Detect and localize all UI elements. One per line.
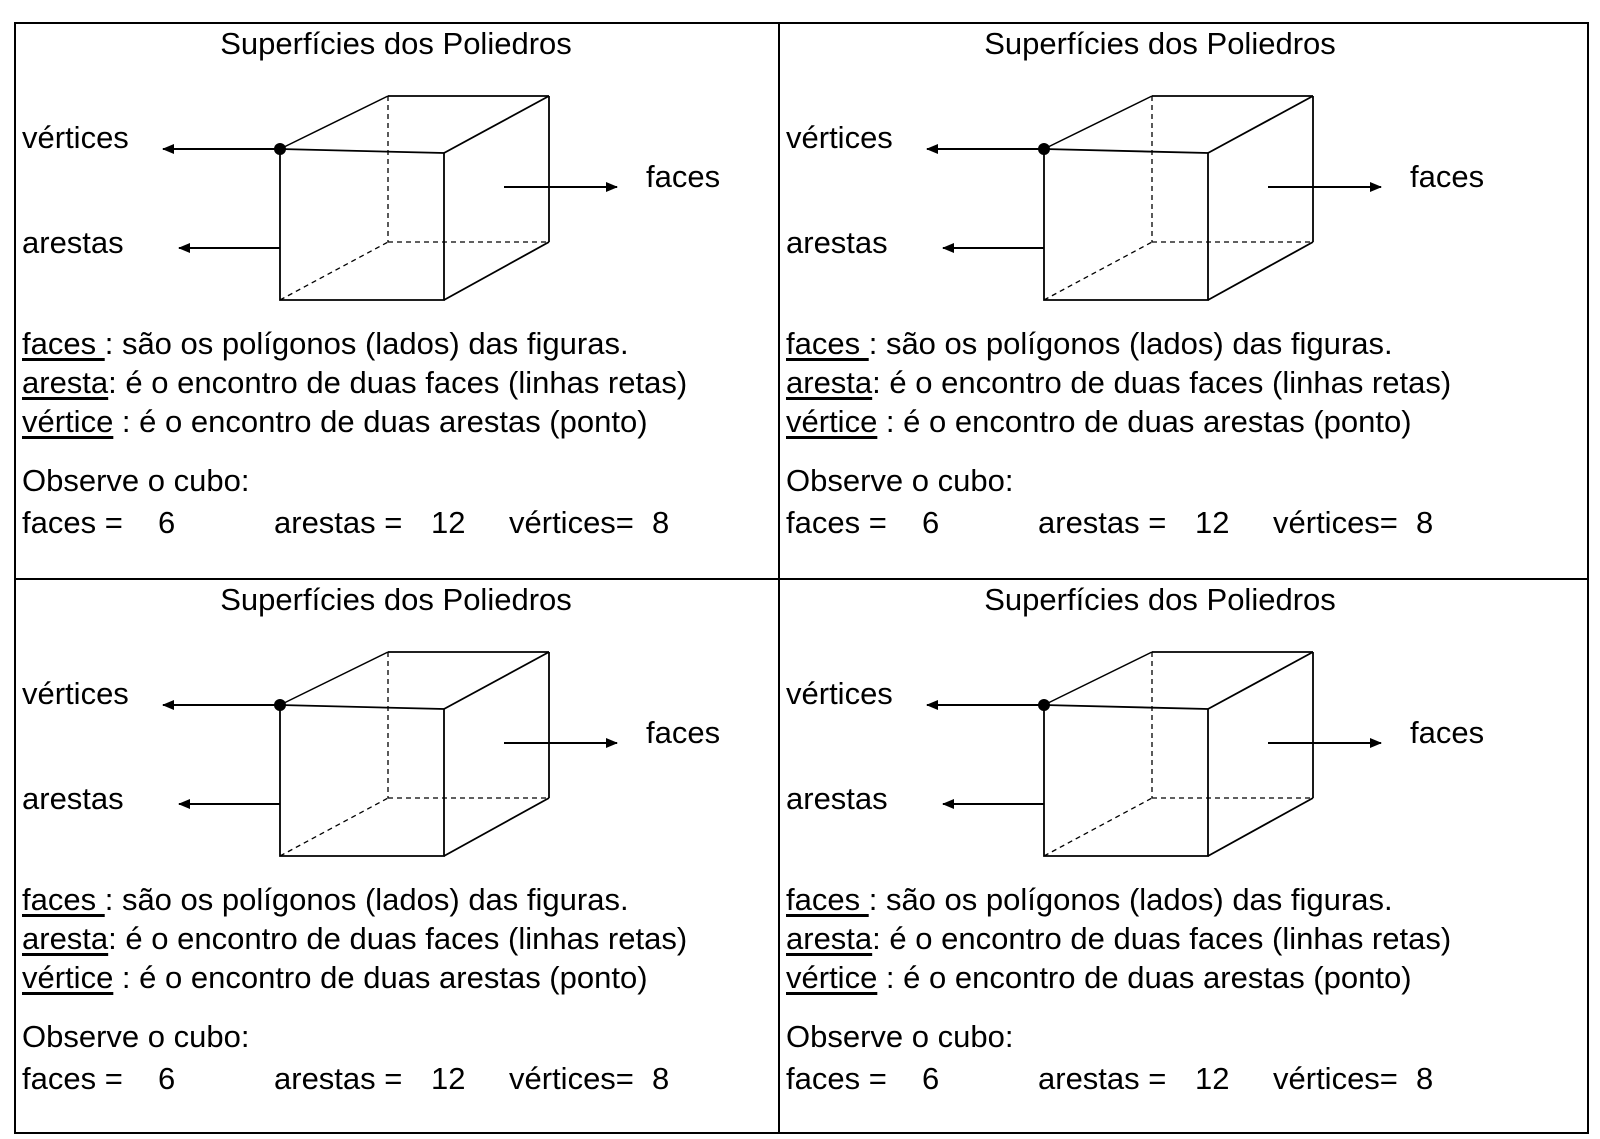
definitions [22,880,687,997]
vertices-count-value: 8 [1416,505,1434,540]
label-faces: faces [646,159,721,194]
hidden-edge [1044,798,1152,856]
cube-figure [1044,96,1313,300]
front-face [1044,705,1208,856]
top-edge [444,96,549,153]
term-faces: faces [786,326,869,361]
label-vertices: vértices [22,120,129,155]
card-title: Superfícies dos Poliedros [220,26,572,61]
term-aresta: aresta [786,365,873,400]
hidden-edge [280,798,388,856]
term-vertice: vértice [22,404,114,439]
top-edge [1044,96,1152,149]
front-face [280,149,444,300]
faces-count-value: 6 [922,1061,940,1096]
definition-aresta: : é o encontro de duas faces (linhas retas) [108,365,688,400]
label-faces: faces [1410,715,1485,750]
term-vertice: vértice [22,960,114,995]
card-title: Superfícies dos Poliedros [220,582,572,617]
observe-text: Observe o cubo: [786,463,1014,498]
hidden-edge [1044,242,1152,300]
cube-figure [280,96,549,300]
term-aresta: aresta [22,365,109,400]
term-vertice: vértice [786,404,878,439]
vertices-count-label: vértices= [1273,505,1398,540]
cube-figure [1044,652,1313,856]
right-edge [444,242,549,300]
vertices-count-value: 8 [1416,1061,1434,1096]
definition-vertice: : é o encontro de duas arestas (ponto) [113,960,648,995]
definitions [786,324,1451,441]
term-aresta: aresta [22,921,109,956]
faces-count-label: faces = [786,505,887,540]
label-arestas: arestas [786,225,888,260]
label-faces: faces [1410,159,1485,194]
top-edge [1044,652,1152,705]
right-edge [1208,798,1313,856]
top-edge [280,652,388,705]
card-top-left [16,24,776,576]
definition-faces: : são os polígonos (lados) das figuras. [868,326,1393,361]
definitions [22,324,687,441]
definition-aresta: : é o encontro de duas faces (linhas retas) [872,921,1452,956]
arestas-count-label: arestas = [274,1061,403,1096]
faces-count-label: faces = [786,1061,887,1096]
card-title: Superfícies dos Poliedros [984,582,1336,617]
hidden-edge [280,242,388,300]
top-edge [1208,652,1313,709]
top-edge [444,652,549,709]
label-arestas: arestas [786,781,888,816]
term-faces: faces [22,326,105,361]
vertices-count-value: 8 [652,505,670,540]
observe-text: Observe o cubo: [786,1019,1014,1054]
definition-vertice: : é o encontro de duas arestas (ponto) [877,404,1412,439]
worksheet-grid [14,22,1589,1134]
arestas-count-label: arestas = [274,505,403,540]
vertices-count-value: 8 [652,1061,670,1096]
faces-count-value: 6 [158,505,176,540]
definition-faces: : são os polígonos (lados) das figuras. [868,882,1393,917]
faces-count-value: 6 [922,505,940,540]
faces-count-label: faces = [22,505,123,540]
label-vertices: vértices [22,676,129,711]
label-vertices: vértices [786,676,893,711]
arestas-count-value: 12 [431,1061,466,1096]
definition-aresta: : é o encontro de duas faces (linhas retas) [872,365,1452,400]
cube-figure [280,652,549,856]
label-faces: faces [646,715,721,750]
card-top-right [780,24,1540,576]
right-edge [444,798,549,856]
term-faces: faces [22,882,105,917]
definitions [786,880,1451,997]
observe-text: Observe o cubo: [22,463,250,498]
arestas-count-value: 12 [431,505,466,540]
front-face [1044,149,1208,300]
term-aresta: aresta [786,921,873,956]
definition-faces: : são os polígonos (lados) das figuras. [104,882,629,917]
arestas-count-value: 12 [1195,1061,1230,1096]
definition-vertice: : é o encontro de duas arestas (ponto) [877,960,1412,995]
label-vertices: vértices [786,120,893,155]
definition-aresta: : é o encontro de duas faces (linhas retas) [108,921,688,956]
arestas-count-value: 12 [1195,505,1230,540]
term-faces: faces [786,882,869,917]
observe-text: Observe o cubo: [22,1019,250,1054]
label-arestas: arestas [22,225,124,260]
label-arestas: arestas [22,781,124,816]
front-face [280,705,444,856]
arestas-count-label: arestas = [1038,1061,1167,1096]
faces-count-value: 6 [158,1061,176,1096]
definition-faces: : são os polígonos (lados) das figuras. [104,326,629,361]
right-edge [1208,242,1313,300]
vertices-count-label: vértices= [1273,1061,1398,1096]
arestas-count-label: arestas = [1038,505,1167,540]
card-title: Superfícies dos Poliedros [984,26,1336,61]
card-bottom-left [16,580,776,1132]
vertices-count-label: vértices= [509,505,634,540]
top-edge [280,96,388,149]
top-edge [1208,96,1313,153]
card-bottom-right [780,580,1540,1132]
definition-vertice: : é o encontro de duas arestas (ponto) [113,404,648,439]
vertices-count-label: vértices= [509,1061,634,1096]
term-vertice: vértice [786,960,878,995]
faces-count-label: faces = [22,1061,123,1096]
